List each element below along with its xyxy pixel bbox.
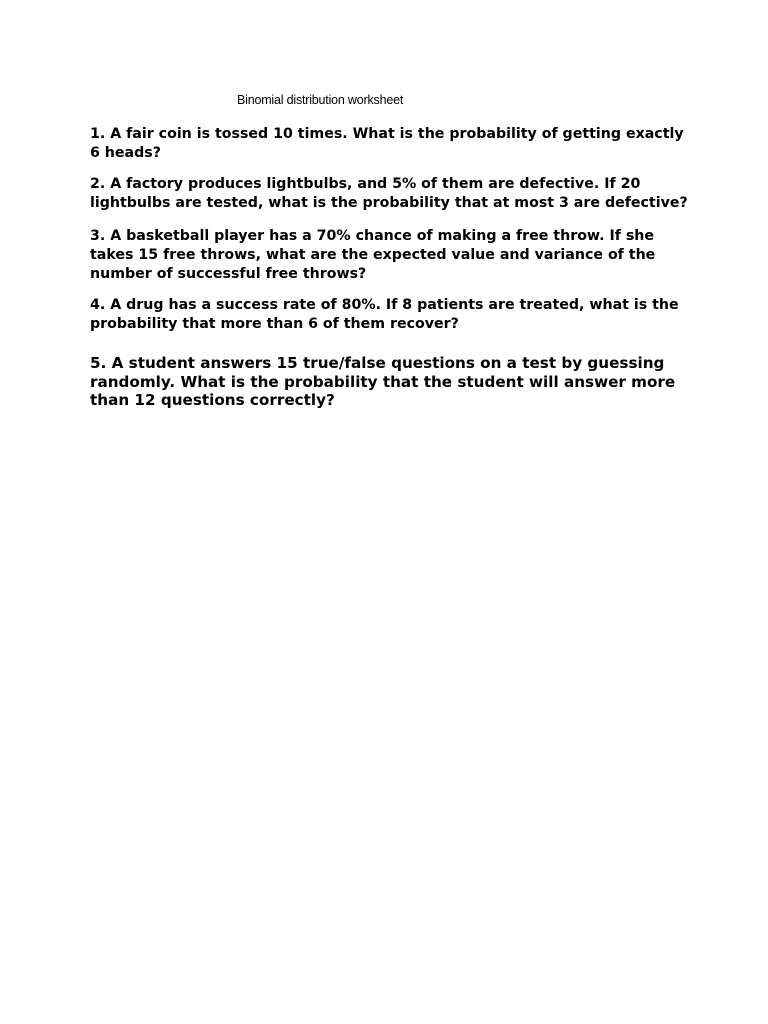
question-3-line-1: 3. A basketball player has a 70% chance of making a free throw. If she (90, 228, 655, 244)
question-3-line-2: takes 15 free throws, what are the expected value and variance of the (90, 247, 656, 263)
question-3-line-3: number of successful free throws? (90, 266, 367, 282)
question-4-line-2: probability that more than 6 of them recover? (90, 316, 459, 332)
question-1-line-1: 1. A fair coin is tossed 10 times. What is the probability of getting exactly (90, 126, 684, 142)
question-5-line-3: than 12 questions correctly? (90, 391, 335, 409)
question-5-line-2: randomly. What is the probability that the student will answer more (90, 372, 676, 391)
question-4 (90, 296, 680, 334)
question-2 (90, 175, 688, 213)
question-1-line-2: 6 heads? (90, 145, 161, 161)
question-3 (90, 227, 680, 284)
question-1 (90, 125, 684, 163)
question-2-line-1: 2. A factory produces lightbulbs, and 5% of them are defective. If 20 (90, 176, 641, 192)
worksheet-title: Binomial distribution worksheet (237, 93, 404, 107)
question-5-line-1: 5. A student answers 15 true/false questions on a test by guessing (90, 354, 665, 372)
question-5 (90, 354, 690, 410)
question-2-line-2: lightbulbs are tested, what is the probability that at most 3 are defective? (90, 195, 688, 211)
question-4-line-1: 4. A drug has a success rate of 80%. If 8 patients are treated, what is the (90, 297, 679, 313)
